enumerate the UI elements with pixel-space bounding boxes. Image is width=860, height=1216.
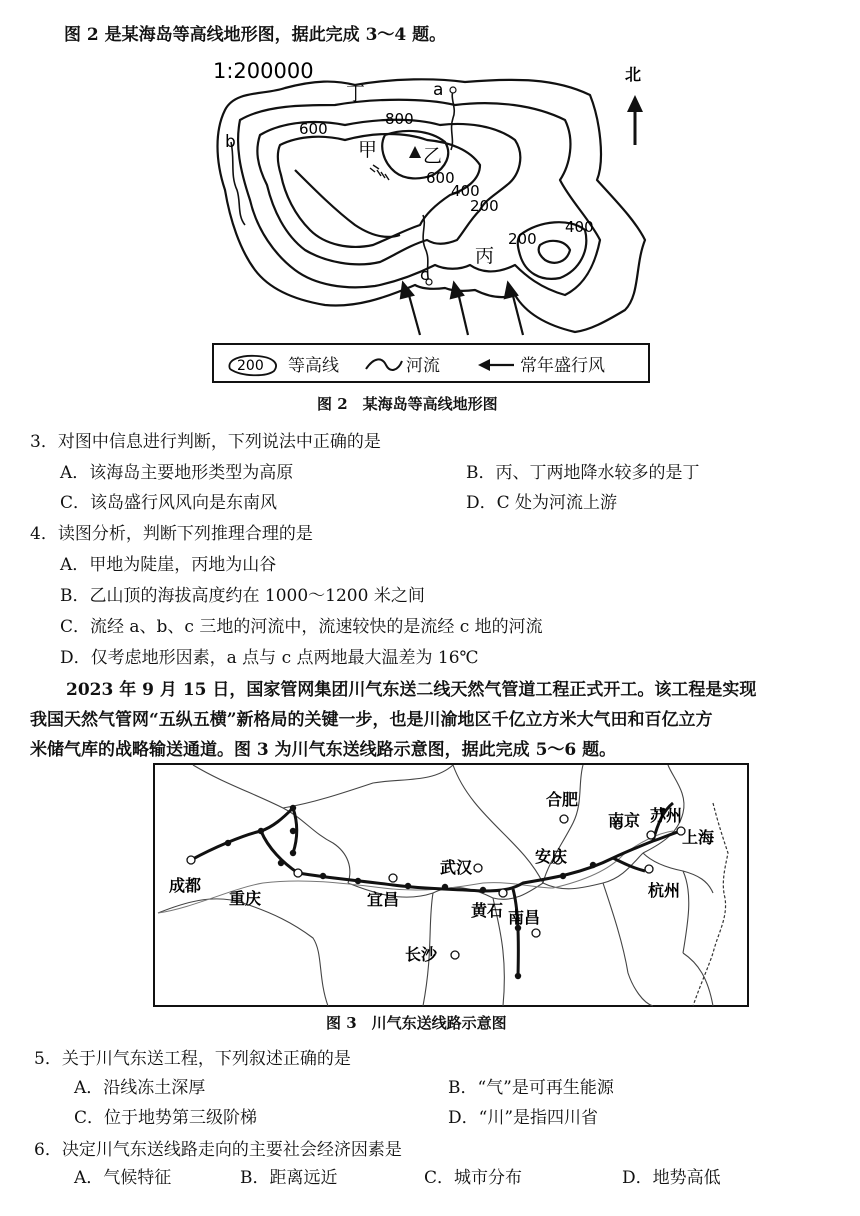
north-arrow-icon	[627, 95, 643, 145]
q3-option-a[interactable]: A．该海岛主要地形类型为高原	[60, 463, 294, 483]
q4-option-d[interactable]: D．仅考虑地形因素，a 点与 c 点两地最大温差为 16℃	[60, 648, 479, 668]
q3-option-d[interactable]: D．C 处为河流上游	[466, 493, 618, 513]
q6-option-c[interactable]: C．城市分布	[424, 1168, 523, 1188]
city-hefei: 合肥	[546, 790, 579, 809]
contour-label-200: 200	[470, 197, 499, 215]
q6-option-b[interactable]: B．距离远近	[240, 1168, 338, 1188]
label-b: b	[225, 132, 236, 152]
city-changsha: 长沙	[405, 945, 438, 964]
city-huangshi: 黄石	[471, 901, 504, 920]
cliff-hatch	[370, 165, 389, 180]
river-a	[451, 90, 454, 150]
city-anqing: 安庆	[535, 847, 568, 866]
contour-map	[195, 50, 675, 342]
para-line-1: 2023 年 9 月 15 日，国家管网集团川气东送二线天然气管道工程正式开工。该工程是实现	[66, 680, 757, 700]
legend-river-label: 河流	[406, 356, 440, 376]
contour-label-600: 600	[426, 169, 455, 187]
q5-stem: 5．关于川气东送工程，下列叙述正确的是	[34, 1049, 351, 1069]
q6-option-a[interactable]: A．气候特征	[74, 1168, 172, 1188]
contour-label-400: 400	[565, 218, 594, 236]
city-nanjing: 南京	[608, 811, 641, 830]
legend-wind-label: 常年盛行风	[520, 356, 605, 376]
city-chongqing: 重庆	[229, 889, 262, 908]
legend-contour-label: 等高线	[288, 356, 339, 376]
contour-label-400: 400	[451, 182, 480, 200]
q3-option-b[interactable]: B．丙、丁两地降水较多的是丁	[466, 463, 700, 483]
city-nanchang: 南昌	[508, 908, 541, 927]
label-c: c	[420, 265, 429, 284]
q3-option-c[interactable]: C．该岛盛行风风向是东南风	[60, 493, 278, 513]
coastline	[218, 79, 646, 332]
q5-option-b[interactable]: B．“气”是可再生能源	[448, 1078, 614, 1098]
q4-stem: 4．读图分析，判断下列推理合理的是	[30, 524, 313, 544]
contour-label-800: 800	[385, 110, 414, 128]
label-jia: 甲	[358, 139, 378, 161]
contour-400	[257, 120, 520, 265]
label-yi: 乙	[423, 145, 443, 167]
city-wuhan: 武汉	[440, 858, 473, 877]
contour-600	[278, 134, 480, 247]
q6-stem: 6．决定川气东送线路走向的主要社会经济因素是	[34, 1140, 402, 1160]
city-hangzhou: 杭州	[648, 881, 681, 900]
contour-label-600: 600	[299, 120, 328, 138]
label-a: a	[433, 80, 444, 100]
river-legend-icon	[364, 355, 404, 375]
q4-option-c[interactable]: C．流经 a、b、c 三地的河流中，流速较快的是流经 c 地的河流	[60, 617, 543, 637]
intro-fig2: 图 2 是某海岛等高线地形图，据此完成 3～4 题。	[64, 25, 447, 45]
q4-option-b[interactable]: B．乙山顶的海拔高度约在 1000～1200 米之间	[60, 586, 425, 606]
fig2-caption: 图 2 某海岛等高线地形图	[317, 395, 498, 413]
q5-option-a[interactable]: A．沿线冻土深厚	[74, 1078, 206, 1098]
q4-option-a[interactable]: A．甲地为陡崖，丙地为山谷	[60, 555, 277, 575]
city-suzhou: 苏州	[650, 806, 683, 825]
label-ding: 丁	[346, 83, 366, 105]
q5-option-c[interactable]: C．位于地势第三级阶梯	[74, 1108, 258, 1128]
q3-stem: 3．对图中信息进行判断，下列说法中正确的是	[30, 432, 381, 452]
fig3-caption: 图 3 川气东送线路示意图	[326, 1014, 507, 1032]
city-chengdu: 成都	[169, 876, 202, 895]
label-bing: 丙	[475, 245, 495, 267]
scale-label: 1:200000	[213, 59, 314, 83]
legend-contour-value: 200	[237, 358, 264, 374]
city-shanghai: 上海	[682, 828, 715, 847]
q5-option-d[interactable]: D．“川”是指四川省	[448, 1108, 599, 1128]
q6-option-d[interactable]: D．地势高低	[622, 1168, 721, 1188]
city-yichang: 宜昌	[367, 890, 400, 909]
contour-label-200: 200	[508, 230, 537, 248]
peak-triangle	[409, 146, 421, 158]
pipeline-map	[153, 763, 749, 1007]
wind-legend-icon	[476, 355, 516, 375]
para-line-2: 我国天然气管网“五纵五横”新格局的关键一步，也是川渝地区千亿立方米大气田和百亿立方	[30, 710, 713, 730]
para-line-3: 米储气库的战略输送通道。图 3 为川气东送线路示意图，据此完成 5～6 题。	[30, 740, 617, 760]
fig2-legend	[212, 343, 650, 383]
contour-legend-icon	[222, 351, 282, 377]
north-label: 北	[625, 65, 642, 84]
